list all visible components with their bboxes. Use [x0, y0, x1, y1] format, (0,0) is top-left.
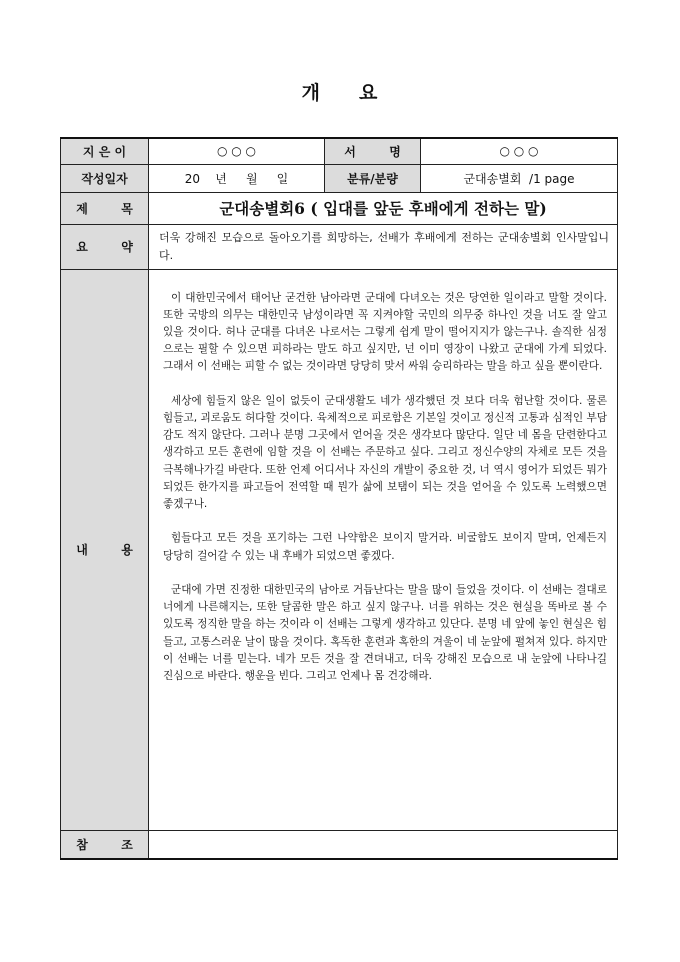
signature-value[interactable]: ○ ○ ○ [421, 138, 618, 164]
date-row [61, 164, 618, 192]
author-label: 지 은 이 [61, 138, 149, 164]
summary-value[interactable]: 더욱 강해진 모습으로 돌아오기를 희망하는, 선배가 후배에게 전하는 군대송별회 인사말입니다. [149, 224, 618, 269]
subject-value[interactable]: 군대송별회6 ( 입대를 앞둔 후배에게 전하는 말) [149, 192, 618, 224]
content-row [61, 269, 618, 830]
reference-value[interactable] [149, 830, 618, 859]
content-body[interactable] [149, 269, 618, 830]
page-title [0, 78, 680, 105]
content-paragraph-4: 군대에 가면 진정한 대한민국의 남아로 거듭난다는 말을 많이 들었을 것이다. 이 선배는 결대로 너에게 나른해지는, 또한 달콤한 말은 하고 싶지 않구나. 너를 위하는 것은 현실을 똑바로 볼 수 있도록 정직한 말을 하는 것이라 이 선배는 그렇게 생각하고 있단다. 분명 네 앞에 놓인 현실은 힘들고, 고통스러운 날이 많을 것이다. 혹독한 훈련과 혹한의 겨울이 네 눈앞에 펼쳐져 있다. 하지만 이 선배는 너를 믿는다. 네가 모든 것을 잘 견뎌내고, 더욱 강해진 모습으로 내 눈앞에 나타나길 진심으로 바란다. 행운을 빈다. 그리고 언제나 몸 건강해라. [163, 583, 607, 682]
reference-label: 참 조 [61, 830, 149, 859]
subject-row [61, 192, 618, 224]
subject-label: 제 목 [61, 192, 149, 224]
author-value[interactable]: ○ ○ ○ [149, 138, 325, 164]
page-title-char-1: 개 [301, 82, 321, 104]
signature-label: 서 명 [325, 138, 421, 164]
content-paragraph-2: 세상에 힘들지 않은 일이 없듯이 군대생활도 네가 생각했던 것 보다 더욱 험난할 것이다. 물론 힘들고, 괴로움도 허다할 것이다. 육체적으로 피로함은 기본일 것이고 정신적 고통과 심적인 부담감도 적지 않단다. 그러나 분명 그곳에서 얻어올 것은 생각보다 많단다. 일단 네 몸을 단련한다고 생각하고 모든 훈련에 임할 것을 이 선배는 주문하고 싶다. 그리고 정신수양의 자체로 모든 것을 극복해나가길 바란다. 또한 언제 어디서나 자신의 개발이 중요한 것, 너 역시 영어가 되었든 뭐가 되었든 한가지를 파고들어 전역할 때 뭔가 삶에 보탬이 되는 것을 얻어올 수 있도록 노력했으면 좋겠구나. [163, 394, 607, 510]
summary-label: 요 약 [61, 224, 149, 269]
category-value[interactable]: 군대송별회 /1 page [421, 164, 618, 192]
content-label: 내 용 [61, 269, 149, 830]
date-label: 작성일자 [61, 164, 149, 192]
category-label: 분류/분량 [325, 164, 421, 192]
content-paragraph-1: 이 대한민국에서 태어난 굳건한 남아라면 군대에 다녀오는 것은 당연한 일이라고 말할 것이다. 또한 국방의 의무는 대한민국 남성이라면 꼭 지켜야할 국민의 의무중 하나인 것을 너도 잘 알고 있을 것이다. 허나 군대를 다녀온 나로서는 그렇게 쉽게 말이 떨어지지가 않는구나. 솔직한 심정으로는 필할 수 있으면 피하라는 말도 하고 싶지만, 넌 이미 영장이 나왔고 군대에 가게 되었다. 그래서 이 선배는 피할 수 없는 것이라면 당당히 맞서 싸워 승리하라는 말을 하고 싶을 뿐이란다. [163, 291, 607, 373]
content-paragraph-3: 힘들다고 모든 것을 포기하는 그런 나약함은 보이지 말거라. 비굴함도 보이지 말며, 언제든지 당당히 걸어갈 수 있는 내 후배가 되었으면 좋겠다. [163, 532, 607, 562]
date-value[interactable]: 20 년 월 일 [149, 164, 325, 192]
author-row [61, 138, 618, 164]
summary-row [61, 224, 618, 269]
reference-row [61, 830, 618, 859]
page-title-char-2: 요 [359, 82, 379, 104]
overview-table [60, 137, 618, 860]
